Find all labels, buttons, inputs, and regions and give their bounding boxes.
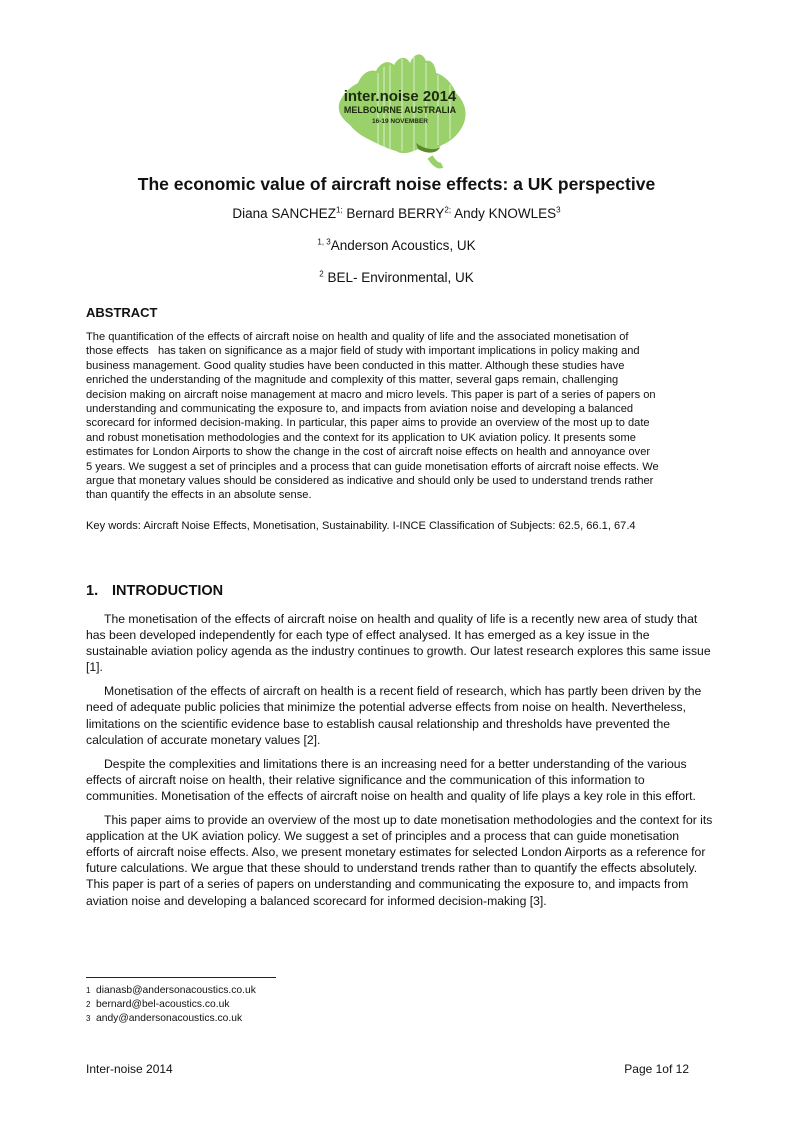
footnote-email[interactable]: andy@andersonacoustics.co.uk [96,1013,243,1024]
footnote [86,998,256,1012]
footnote [86,1012,256,1026]
author-3: Andy KNOWLES [451,206,557,221]
footnote-email[interactable]: dianasb@andersonacoustics.co.uk [96,985,256,996]
footnote-email[interactable]: bernard@bel-acoustics.co.uk [96,999,230,1010]
footnote-number: 1 [86,986,91,995]
affiliation-2 [0,270,793,285]
abstract-line: and robust monetisation methodologies and the context for its application to UK aviation policy. It presents some [86,431,636,444]
abstract-line: argue that monetary values should be considered as indicative and should only be used to understand trends rather [86,475,654,488]
author-line [0,206,793,221]
paper-title: The economic value of aircraft noise effects: a UK perspective [137,174,656,194]
abstract-line: business management. Good quality studies have been conducted in this matter. Although these studies have [86,359,625,372]
author-3-affil: 3 [556,205,561,215]
section-heading-introduction [86,583,223,599]
affiliation-2-sup: 2 [319,269,324,279]
footnote-divider [86,977,276,978]
abstract-line: 5 years. We suggest a set of principles and a process that can guide monetisation efforts of aircraft noise effects. We [86,460,659,473]
affiliation-1-text: Anderson Acoustics, UK [330,238,476,253]
footer-page-number: Page 1of 12 [624,1062,689,1076]
abstract-line: understanding and communicating the exposure to, and impacts from aviation noise and developing a balanced [86,403,634,416]
paragraph: This paper aims to provide an overview of the most up to date monetisation methodologies and the context for its application at the UK aviation policy. We suggest a set of principles and a process that can guide monetisation efforts of aircraft noise effects. Also, we present monetary estimates for selected London Airports as a reference for future calculations. We argue that these should to understand trends rather than to quantify the effects absolutely. This paper is part of a series of papers on understanding and communicating the exposure to, and impacts from aviation noise and developing a balanced scorecard for informed decision-making [3]. [86,813,713,908]
abstract-line: those effects has taken on significance as a major field of study with important implications in policy making and [86,345,640,358]
footnote [86,984,256,998]
author-1: Diana SANCHEZ [232,206,336,221]
australia-map-icon [318,45,478,170]
svg-text:MELBOURNE AUSTRALIA: MELBOURNE AUSTRALIA [343,105,457,115]
footnote-number: 2 [86,1000,91,1009]
author-1-affil: 1; [335,205,343,215]
paragraph: Despite the complexities and limitations there is an increasing need for a better understanding of the various effects of aircraft noise on health, their relative significance and the communication of this information to communities. Monetisation of the effects of aircraft noise on health and quality of life plays a key role in this effort. [86,756,696,803]
abstract-line: The quantification of the effects of aircraft noise on health and quality of life and the associated monetisation of [86,331,629,343]
footnotes [86,984,256,1026]
section-number: 1. [86,583,99,599]
abstract-line: estimates for London Airports to show the change in the cost of aircraft noise effects on health and annoyance over [86,446,651,459]
introduction-body [86,611,714,917]
abstract-line: than quantify the effects in an absolute sense. [86,489,312,502]
paragraph: The monetisation of the effects of aircraft noise on health and quality of life is a recently new area of study that has been developed independently for each type of effect analysed. It has emerged as a key issue in the sustainable aviation policy agenda as the industry continues to growth. Our latest research explores this same issue [1]. [86,612,711,675]
author-2-affil: 2; [444,205,452,215]
section-title: INTRODUCTION [112,583,224,599]
keywords: Key words: Aircraft Noise Effects, Monetisation, Sustainability. I-INCE Classification of Subjects: 62.5, 66.1, 67.4 [86,520,636,532]
footnote-number: 3 [86,1014,91,1023]
paragraph: Monetisation of the effects of aircraft on health is a recent field of research, which has partly been driven by the need of adequate public policies that minimize the potential adverse effects from noise on health. Nevertheless, limitations on the scientific evidence base to establish causal relationship and thresholds have prevented the calculation of accurate monetary values [2]. [86,684,702,747]
footer-conference: Inter-noise 2014 [86,1062,173,1076]
affiliation-1-sup: 1, 3 [317,237,331,247]
abstract-line: scorecard for informed decision-making. In particular, this paper aims to provide an overview of the most up to date [86,417,650,430]
conference-logo [318,45,478,170]
abstract-heading: ABSTRACT [86,305,158,320]
abstract-body [86,330,712,503]
affiliation-1 [0,238,793,253]
svg-text:inter.noise 2014: inter.noise 2014 [343,88,457,105]
author-2: Bernard BERRY [342,206,445,221]
affiliation-2-text: BEL- Environmental, UK [323,270,474,285]
svg-text:16-19 NOVEMBER: 16-19 NOVEMBER [372,118,428,125]
abstract-line: decision making on aircraft noise management at macro and micro levels. This paper is part of a series of papers on [86,388,656,401]
abstract-line: enriched the understanding of the magnitude and complexity of this matter, several gaps remain, challenging [86,374,619,387]
